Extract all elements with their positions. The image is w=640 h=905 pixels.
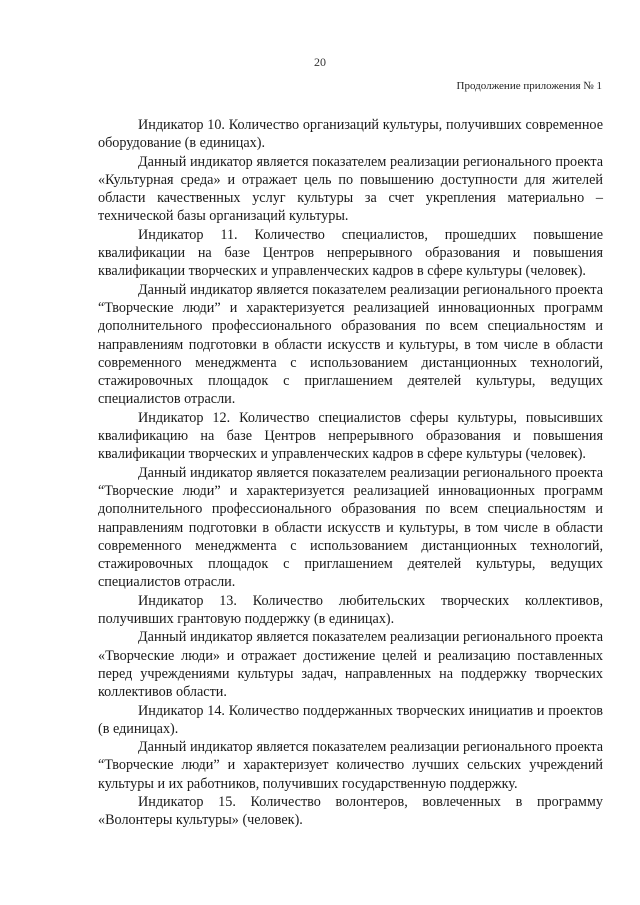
indicator-13-description: Данный индикатор является показателем реализации регионального проекта «Творческие люди» и отражает достижение целей и реализацию поставленных перед учреждениями культуры задач, направленных на поддержку творческих коллективов области. — [98, 629, 603, 701]
page-number: 20 — [314, 55, 326, 69]
indicator-12-title: Индикатор 12. Количество специалистов сферы культуры, повысивших квалификацию на базе Центров непрерывного образования и повышения квалификации творческих и управленческих кадров в сфере культуры (человек). — [98, 409, 603, 463]
document-body — [98, 116, 603, 830]
indicator-15-title: Индикатор 15. Количество волонтеров, вовлеченных в программу «Волонтеры культуры» (человек). — [98, 793, 603, 829]
appendix-continuation-note: Продолжение приложения № 1 — [456, 80, 602, 92]
indicator-14-description: Данный индикатор является показателем реализации регионального проекта “Творческие люди” и характеризует количество лучших сельских учреждений культуры и их работников, получивших государственную поддержку. — [98, 739, 603, 792]
indicator-14-title: Индикатор 14. Количество поддержанных творческих инициатив и проектов (в единицах). — [98, 702, 603, 737]
indicator-11-title: Индикатор 11. Количество специалистов, прошедших повышение квалификации на базе Центров непрерывного образования и повышения квалификации творческих и управленческих кадров в сфере культуры (человек). — [98, 226, 603, 280]
indicator-13-title: Индикатор 13. Количество любительских творческих коллективов, получивших грантовую поддержку (в единицах). — [98, 592, 603, 628]
indicator-10-description: Данный индикатор является показателем реализации регионального проекта «Культурная среда» и отражает цель по повышению доступности для жителей области качественных услуг культуры за счет укрепления материально – технической базы организаций культуры. — [98, 153, 603, 225]
indicator-10-title: Индикатор 10. Количество организаций культуры, получивших современное оборудование (в единицах). — [98, 117, 603, 152]
indicator-11-description: Данный индикатор является показателем реализации регионального проекта “Творческие люди” и характеризуется реализацией инновационных программ дополнительного профессионального образования по всем специальностям и направлениям подготовки в области искусств и культуры, в том числе в области современного менеджмента с использованием дистанционных технологий, стажировочных площадок с приглашением деятелей культуры, ведущих специалистов отрасли. — [98, 281, 603, 408]
indicator-12-description: Данный индикатор является показателем реализации регионального проекта “Творческие люди” и характеризуется реализацией инновационных программ дополнительного профессионального образования по всем специальностям и направлениям подготовки в области искусств и культуры, в том числе в области современного менеджмента с использованием дистанционных технологий, стажировочных площадок с приглашением деятелей культуры, ведущих специалистов отрасли. — [98, 464, 603, 591]
